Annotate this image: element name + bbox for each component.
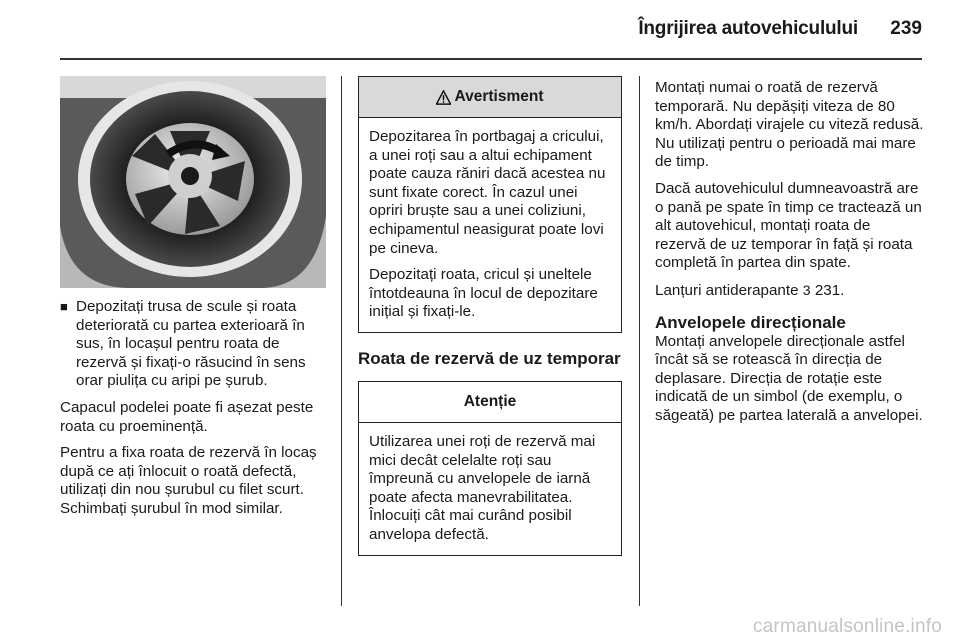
spare-wheel-photo <box>60 76 326 288</box>
running-header-title: Îngrijirea autovehiculului <box>638 18 858 39</box>
warning-title: Avertisment <box>454 87 544 105</box>
paragraph: Montați numai o roată de rezervă temporară. Nu depășiți viteza de 80 km/h. Abordați virajele cu viteză redusă. Nu utilizați pentru o perioadă mai mare de timp. <box>655 79 924 171</box>
caution-box <box>358 381 622 556</box>
bullet-square: ■ <box>60 299 68 314</box>
caution-header <box>359 382 621 423</box>
warning-header <box>359 77 621 118</box>
reference-arrow-icon: 3 <box>802 281 811 298</box>
column-left <box>60 298 326 527</box>
cross-reference <box>655 281 925 301</box>
column-middle <box>358 76 622 572</box>
warning-paragraph: Depozitați roata, cricul și uneltele întotdeauna în locul de depozitare inițial și fixați-le. <box>369 266 598 321</box>
reference-page[interactable]: 231. <box>814 281 845 299</box>
caution-title: Atenție <box>463 392 517 410</box>
section-title-directional-tyres: Anvelopele direcționale <box>655 312 846 332</box>
header-divider <box>60 58 922 60</box>
list-item <box>60 298 326 391</box>
column-divider-left <box>341 76 342 606</box>
column-divider-right <box>639 76 640 606</box>
page-number: 239 <box>890 18 922 39</box>
paragraph: Montați anvelopele direcționale astfel încât să se rotească în direcția de deplasare. Direcția de rotație este indicată de un simbol (de exemplu, o săgeată) pe partea laterală a anvelopei. <box>655 332 923 424</box>
paragraph: Capacul podelei poate fi așezat peste roata cu proeminență. <box>60 398 314 435</box>
column-right <box>655 79 925 434</box>
warning-triangle-icon <box>436 90 451 105</box>
caution-body <box>359 423 621 555</box>
reference-text: Lanțuri antiderapante <box>655 281 799 299</box>
paragraph: Dacă autovehiculul dumneavoastră are o pană pe spate în timp ce tractează un alt autovehicul, montați roata de rezervă de uz temporar în față și roata completă în partea din spate. <box>655 179 922 272</box>
warning-body <box>359 118 621 332</box>
bullet-text: Depozitați trusa de scule și roata deteriorată cu partea exterioară în sus, în locașul pentru roata de rezervă și fixați-o răsucind în sens orar piulița cu aripi pe șurub. <box>76 298 306 390</box>
warning-paragraph: Depozitarea în portbagaj a cricului, a unei roți sau a altui echipament poate cauza răniri dacă acestea nu sunt fixate corect. În cazul unei opriri bruște sau a unei coliziuni, echipamentul neasigurat poate lovi pe cineva. <box>369 128 606 257</box>
watermark: carmanualsonline.info <box>752 616 942 637</box>
caution-paragraph: Utilizarea unei roți de rezervă mai mici decât celelalte roți sau împreună cu anvelopele de iarnă poate afecta manevrabilitatea. Înlocuiți cât mai curând posibil anvelopa defectă. <box>369 432 596 543</box>
spare-wheel-illustration <box>60 76 326 288</box>
section-title-temporary-spare: Roata de rezervă de uz temporar <box>358 348 621 368</box>
paragraph: Pentru a fixa roata de rezervă în locaș după ce ați înlocuit o roată defectă, utilizați din nou șurubul cu filet scurt. Schimbați șurubul în mod similar. <box>60 444 317 517</box>
warning-box <box>358 76 622 333</box>
